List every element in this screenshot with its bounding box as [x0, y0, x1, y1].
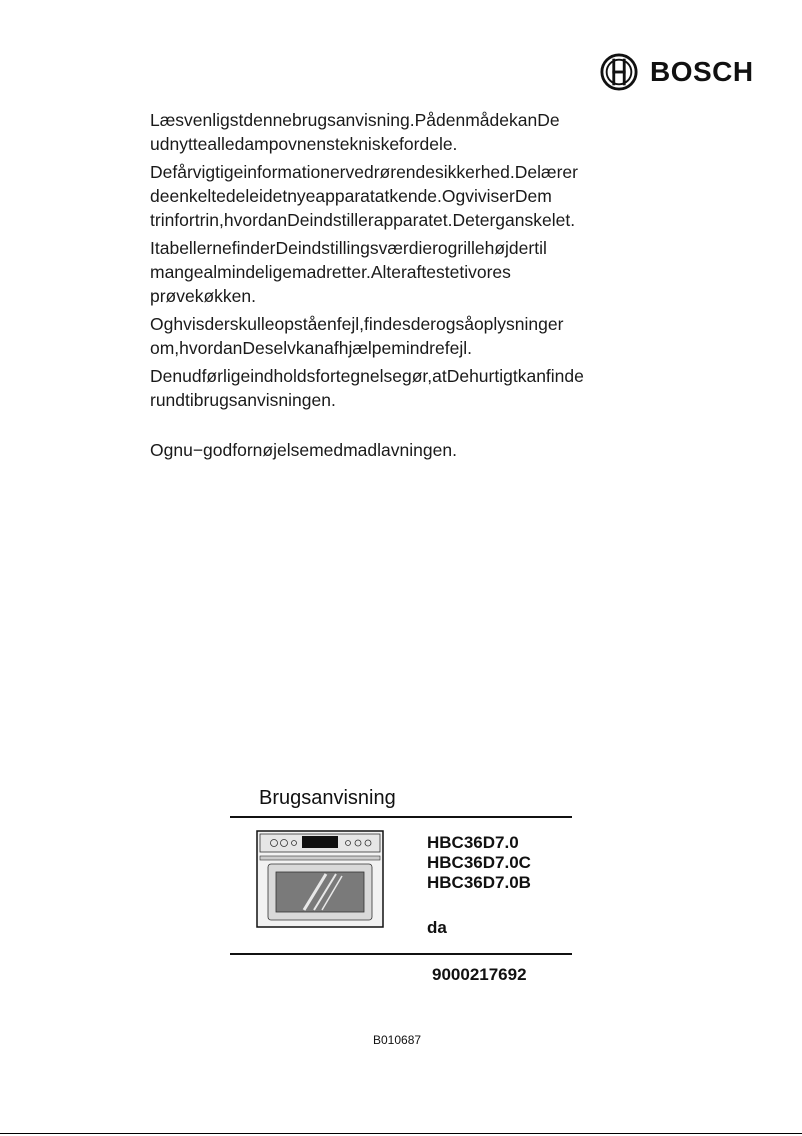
intro-line: prøvekøkken. — [150, 286, 256, 306]
intro-paragraph-3 — [150, 236, 620, 308]
model-number: HBC36D7.0 — [427, 833, 519, 852]
intro-paragraph-5 — [150, 364, 620, 412]
bosch-armature-logo-icon — [600, 53, 638, 91]
intro-line: rundtibrugsanvisningen. — [150, 390, 336, 410]
intro-line: udnyttealledampovnenstekniskefordele. — [150, 134, 458, 154]
brand-name: BOSCH — [650, 56, 754, 87]
greeting-line: Ognu−godfornøjelsemedmadlavningen. — [150, 440, 457, 460]
model-number: HBC36D7.0C — [427, 853, 531, 872]
language-code: da — [427, 918, 447, 937]
intro-line: ItabellernefinderDeindstillingsværdierogrillehøjdertil — [150, 238, 547, 258]
intro-paragraph-4 — [150, 312, 620, 360]
intro-line: om,hvordanDeselvkanafhjælpemindrefejl. — [150, 338, 472, 358]
intro-line: Læsvenligstdennebrugsanvisning.PådenmådekanDe — [150, 110, 560, 130]
intro-paragraph-2 — [150, 160, 620, 232]
intro-line: mangealmindeligemadretter.Alteraftestetivores — [150, 262, 511, 282]
intro-line: Defårvigtigeinformationervedrørendesikkerhed.Delærer — [150, 162, 578, 182]
model-number: HBC36D7.0B — [427, 873, 531, 892]
divider-bottom — [230, 953, 572, 955]
page-edge-line — [0, 1133, 802, 1134]
intro-line: trinfortrin,hvordanDeindstillerapparatet.Deterganskelet. — [150, 210, 576, 230]
manual-title: Brugsanvisning — [259, 787, 396, 809]
steam-oven-illustration — [256, 830, 384, 928]
intro-line: Denudførligeindholdsfortegnelsegør,atDehurtigtkanfinde — [150, 366, 584, 386]
model-list — [427, 833, 531, 893]
intro-text — [150, 108, 620, 466]
brand-logo — [600, 52, 770, 92]
part-number: 9000217692 — [432, 965, 527, 984]
divider-top — [230, 816, 572, 818]
intro-line: Oghvisderskulleopståenfejl,findesderogsåoplysninger — [150, 314, 564, 334]
intro-line: deenkeltedeleidetnyeapparatatkende.OgviviserDem — [150, 186, 552, 206]
intro-paragraph-1 — [150, 108, 620, 156]
document-code: B010687 — [373, 1033, 422, 1047]
